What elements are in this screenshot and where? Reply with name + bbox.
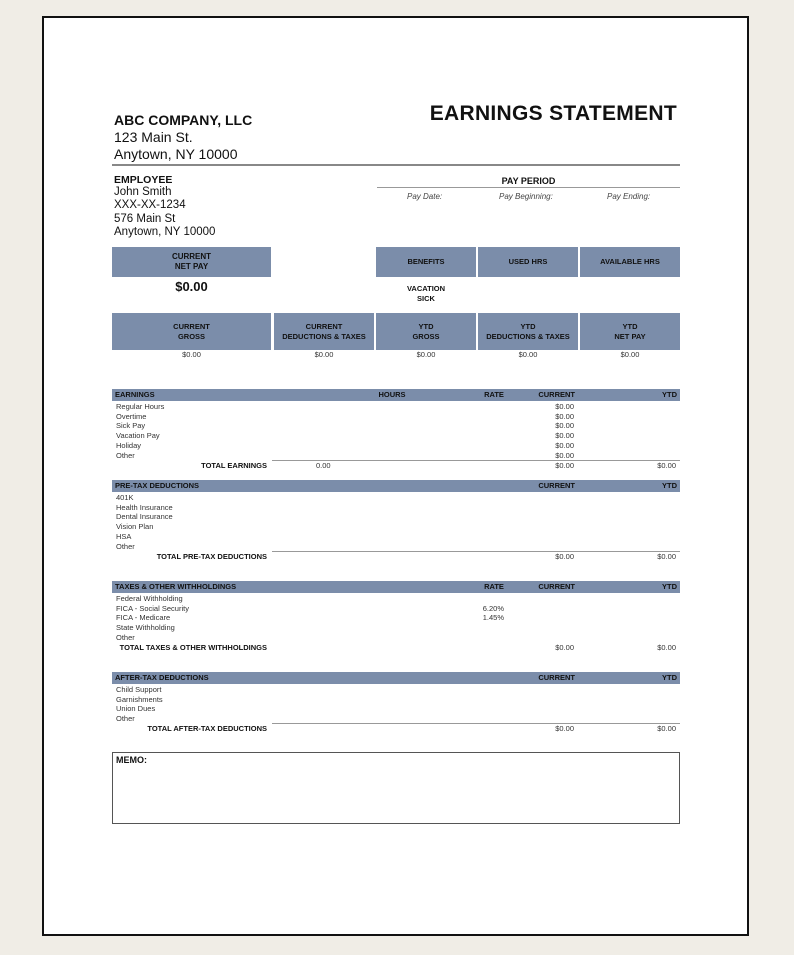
hours-header: HOURS [378,390,406,399]
pretax-item: 401K [116,493,134,502]
pretax-item: Vision Plan [116,522,154,531]
total-taxes-ytd: $0.00 [657,643,676,652]
earnings-item: Sick Pay [116,421,146,430]
aftertax-section-header [112,672,680,684]
summary-header-4b: DEDUCTIONS & TAXES [486,331,570,341]
summary-header-2b: DEDUCTIONS & TAXES [282,331,366,341]
ytd-gross-header [376,313,476,350]
earnings-current-value: $0.00 [555,412,574,421]
earnings-header: EARNINGS [115,390,155,399]
total-earnings-ytd: $0.00 [657,461,676,470]
aftertax-total-rule [272,723,680,724]
pretax-item: Dental Insurance [116,512,173,521]
total-earnings-current: $0.00 [555,461,574,470]
current-net-pay-value: $0.00 [175,279,208,294]
earnings-current-header: CURRENT [538,390,575,399]
earnings-statement-page [42,16,749,936]
earnings-item: Vacation Pay [116,431,160,440]
total-pretax-current: $0.00 [555,552,574,561]
summary-header-3a: YTD [418,321,434,331]
pretax-total-rule [272,551,680,552]
summary-header-1b: GROSS [177,331,206,341]
employee-address-1: 576 Main St [114,213,176,225]
benefit-vacation: VACATION [406,284,446,293]
earnings-current-value: $0.00 [555,431,574,440]
current-deductions-header [274,313,374,350]
available-hrs-header: AVAILABLE HRS [580,247,680,277]
pretax-current-header: CURRENT [538,481,575,490]
earnings-current-value: $0.00 [555,451,574,460]
earnings-ytd-header: YTD [662,390,677,399]
pretax-ytd-header: YTD [662,481,677,490]
pretax-section-header [112,480,680,492]
aftertax-item: Union Dues [116,704,156,713]
pretax-item: HSA [116,532,132,541]
total-aftertax-ytd: $0.00 [657,724,676,733]
net-pay-label-2: NET PAY [174,262,209,271]
ytd-net-pay-value: $0.00 [620,350,640,359]
aftertax-header: AFTER-TAX DEDUCTIONS [115,673,209,682]
pay-date-label: Pay Date: [407,192,443,201]
total-aftertax-label: TOTAL AFTER-TAX DEDUCTIONS [147,724,267,733]
employee-name: John Smith [114,186,172,198]
total-pretax-ytd: $0.00 [657,552,676,561]
taxes-header: TAXES & OTHER WITHHOLDINGS [115,582,237,591]
company-name: ABC COMPANY, LLC [114,112,253,128]
earnings-item: Other [116,451,135,460]
current-deductions-value: $0.00 [314,350,334,359]
ytd-deductions-header [478,313,578,350]
aftertax-ytd-header: YTD [662,673,677,682]
earnings-section-header [112,389,680,401]
pay-beginning-label: Pay Beginning: [499,192,553,201]
pay-period-header: PAY PERIOD [501,176,556,186]
taxes-item: FICA - Medicare [116,613,171,622]
total-aftertax-current: $0.00 [555,724,574,733]
ytd-gross-value: $0.00 [416,350,436,359]
memo-box[interactable] [112,752,680,824]
company-address-2: Anytown, NY 10000 [114,146,238,162]
benefits-header: BENEFITS [376,247,476,277]
earnings-total-rule [272,460,680,461]
total-earnings-label: TOTAL EARNINGS [201,461,267,470]
current-net-pay-header [112,247,271,277]
taxes-item: FICA - Social Security [116,604,189,613]
taxes-section-header [112,581,680,593]
summary-header-4a: YTD [520,321,536,331]
current-gross-header [112,313,271,350]
pretax-item: Health Insurance [116,503,173,512]
company-address-1: 123 Main St. [114,129,193,145]
net-pay-label-1: CURRENT [171,251,212,261]
earnings-item: Overtime [116,412,147,421]
summary-header-2a: CURRENT [305,321,343,331]
benefit-sick: SICK [417,294,435,303]
earnings-current-value: $0.00 [555,421,574,430]
summary-header-5a: YTD [622,321,638,331]
pretax-item: Other [116,542,135,551]
rate-header: RATE [484,390,504,399]
earnings-item: Holiday [116,441,142,450]
fica-ss-rate: 6.20% [482,604,504,613]
summary-header-3b: GROSS [412,331,440,341]
document-title: EARNINGS STATEMENT [429,102,677,125]
taxes-ytd-header: YTD [662,582,677,591]
employee-header: EMPLOYEE [114,174,173,186]
aftertax-item: Other [116,714,135,723]
pay-period-divider [377,187,680,188]
earnings-item: Regular Hours [116,402,165,411]
total-hours-value: 0.00 [316,461,331,470]
pretax-header: PRE-TAX DEDUCTIONS [115,481,200,490]
taxes-current-header: CURRENT [538,582,575,591]
taxes-rate-header: RATE [484,582,504,591]
memo-label: MEMO: [116,755,147,765]
aftertax-current-header: CURRENT [538,673,575,682]
ytd-deductions-value: $0.00 [518,350,538,359]
used-hrs-header: USED HRS [478,247,578,277]
taxes-item: Federal Withholding [116,594,183,603]
taxes-item: Other [116,633,135,642]
aftertax-item: Garnishments [116,695,163,704]
fica-medicare-rate: 1.45% [482,613,504,622]
summary-header-1a: CURRENT [173,321,210,331]
earnings-current-value: $0.00 [555,402,574,411]
summary-header-5b: NET PAY [614,331,646,341]
employee-ssn: XXX-XX-1234 [114,199,186,211]
total-pretax-label: TOTAL PRE-TAX DEDUCTIONS [156,552,267,561]
total-taxes-current: $0.00 [555,643,574,652]
employee-address-2: Anytown, NY 10000 [114,226,216,238]
taxes-item: State Withholding [116,623,175,632]
total-taxes-label: TOTAL TAXES & OTHER WITHHOLDINGS [119,643,267,652]
current-gross-value: $0.00 [182,350,201,359]
aftertax-item: Child Support [116,685,162,694]
header-divider [112,164,680,166]
earnings-current-value: $0.00 [555,441,574,450]
pay-ending-label: Pay Ending: [607,192,651,201]
ytd-net-pay-header [580,313,680,350]
